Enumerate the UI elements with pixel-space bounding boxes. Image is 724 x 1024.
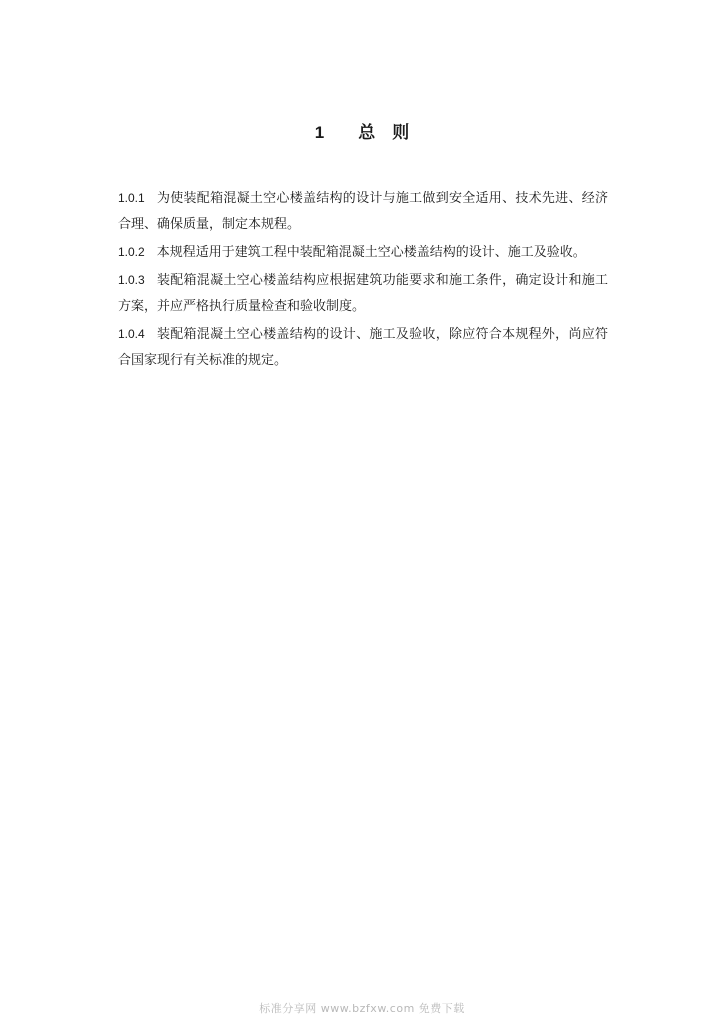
chapter-heading [0, 118, 724, 143]
clause-1-0-1 [118, 185, 608, 238]
clause-1-0-2 [118, 239, 608, 266]
clause-text: 装配箱混凝土空心楼盖结构应根据建筑功能要求和施工条件，确定设计和施工方案，并应严格执行质量检查和验收制度。 [118, 273, 608, 314]
clause-text: 装配箱混凝土空心楼盖结构的设计、施工及验收，除应符合本规程外，尚应符合国家现行有关标准的规定。 [118, 327, 608, 368]
clause-text: 本规程适用于建筑工程中装配箱混凝土空心楼盖结构的设计、施工及验收。 [156, 245, 586, 260]
chapter-title-text: 总 则 [358, 123, 410, 143]
chapter-number: 1 [314, 123, 325, 142]
clause-number: 1.0.4 [118, 327, 145, 341]
footer-watermark: 标准分享网 www.bzfxw.com 免费下载 [259, 1002, 465, 1015]
clause-list [118, 185, 608, 375]
clause-1-0-4 [118, 321, 608, 374]
clause-text: 为使装配箱混凝土空心楼盖结构的设计与施工做到安全适用、技术先进、经济合理、确保质量，制定本规程。 [118, 191, 608, 232]
clause-1-0-3 [118, 267, 608, 320]
clause-number: 1.0.3 [118, 273, 145, 287]
clause-number: 1.0.2 [118, 245, 145, 259]
clause-number: 1.0.1 [118, 191, 145, 205]
